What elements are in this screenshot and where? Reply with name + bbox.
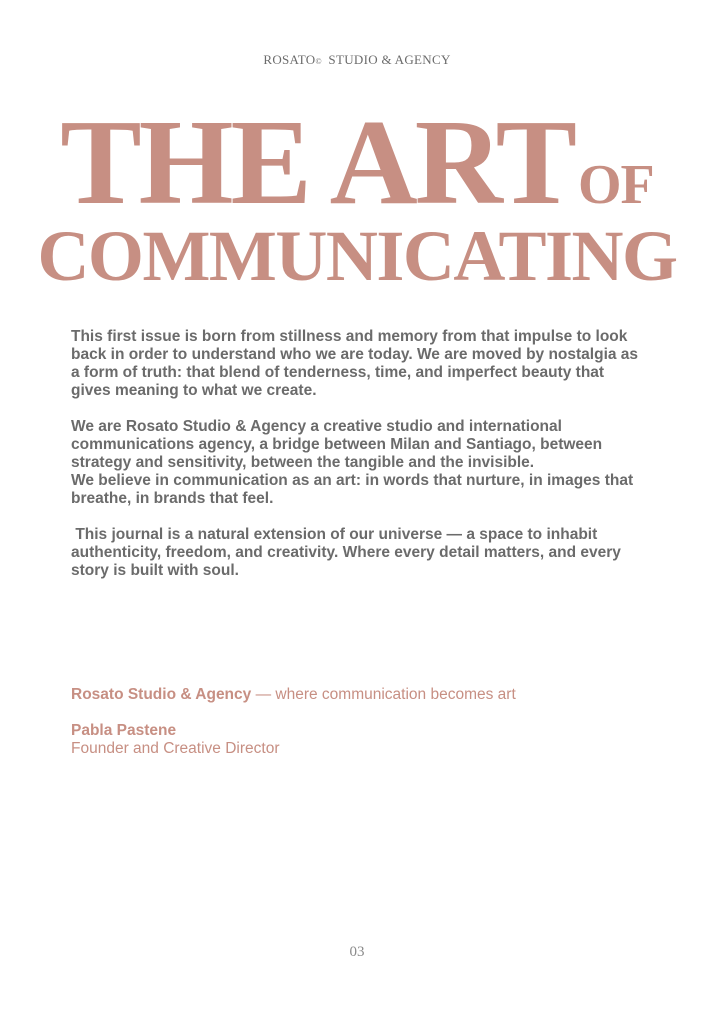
body-text — [71, 328, 645, 598]
company-tagline: — where communication becomes art — [251, 686, 516, 703]
company-line — [71, 686, 516, 704]
signature-block — [71, 686, 516, 758]
paragraph-2b: We believe in communication as an art: in words that nurture, in images that breathe, in brands that feel. — [71, 472, 634, 507]
page-number: 03 — [349, 944, 365, 960]
company-name: Rosato Studio & Agency — [71, 686, 252, 703]
brand-mark: © — [315, 57, 322, 66]
paragraph-1: This first issue is born from stillness and memory from that impulse to look back in order to understand who we are today. We are moved by nostalgia as a form of truth: that blend of tenderness, time, and imperfect beauty that gives meaning to what we create. — [71, 328, 639, 399]
person-name: Pabla Pastene — [71, 722, 177, 739]
brand-rest: STUDIO & AGENCY — [324, 52, 451, 67]
title-small: OF — [577, 154, 654, 216]
brand-name: ROSATO — [263, 52, 316, 67]
title-big: THE ART — [60, 95, 574, 230]
title-line-1 — [0, 95, 714, 230]
paragraph-3: This journal is a natural extension of our universe — a space to inhabit authenticity, freedom, and creativity. Where every detail matters, and every story is built with soul. — [71, 526, 626, 579]
paragraph-2a: We are Rosato Studio & Agency a creative studio and international communications agency, a bridge between Milan and Santiago, between strategy and sensitivity, between the tangible and the invisible. — [71, 418, 603, 471]
brand-header — [0, 52, 714, 68]
title-line-2: COMMUNICATING — [37, 216, 677, 296]
person-role: Founder and Creative Director — [71, 740, 280, 757]
